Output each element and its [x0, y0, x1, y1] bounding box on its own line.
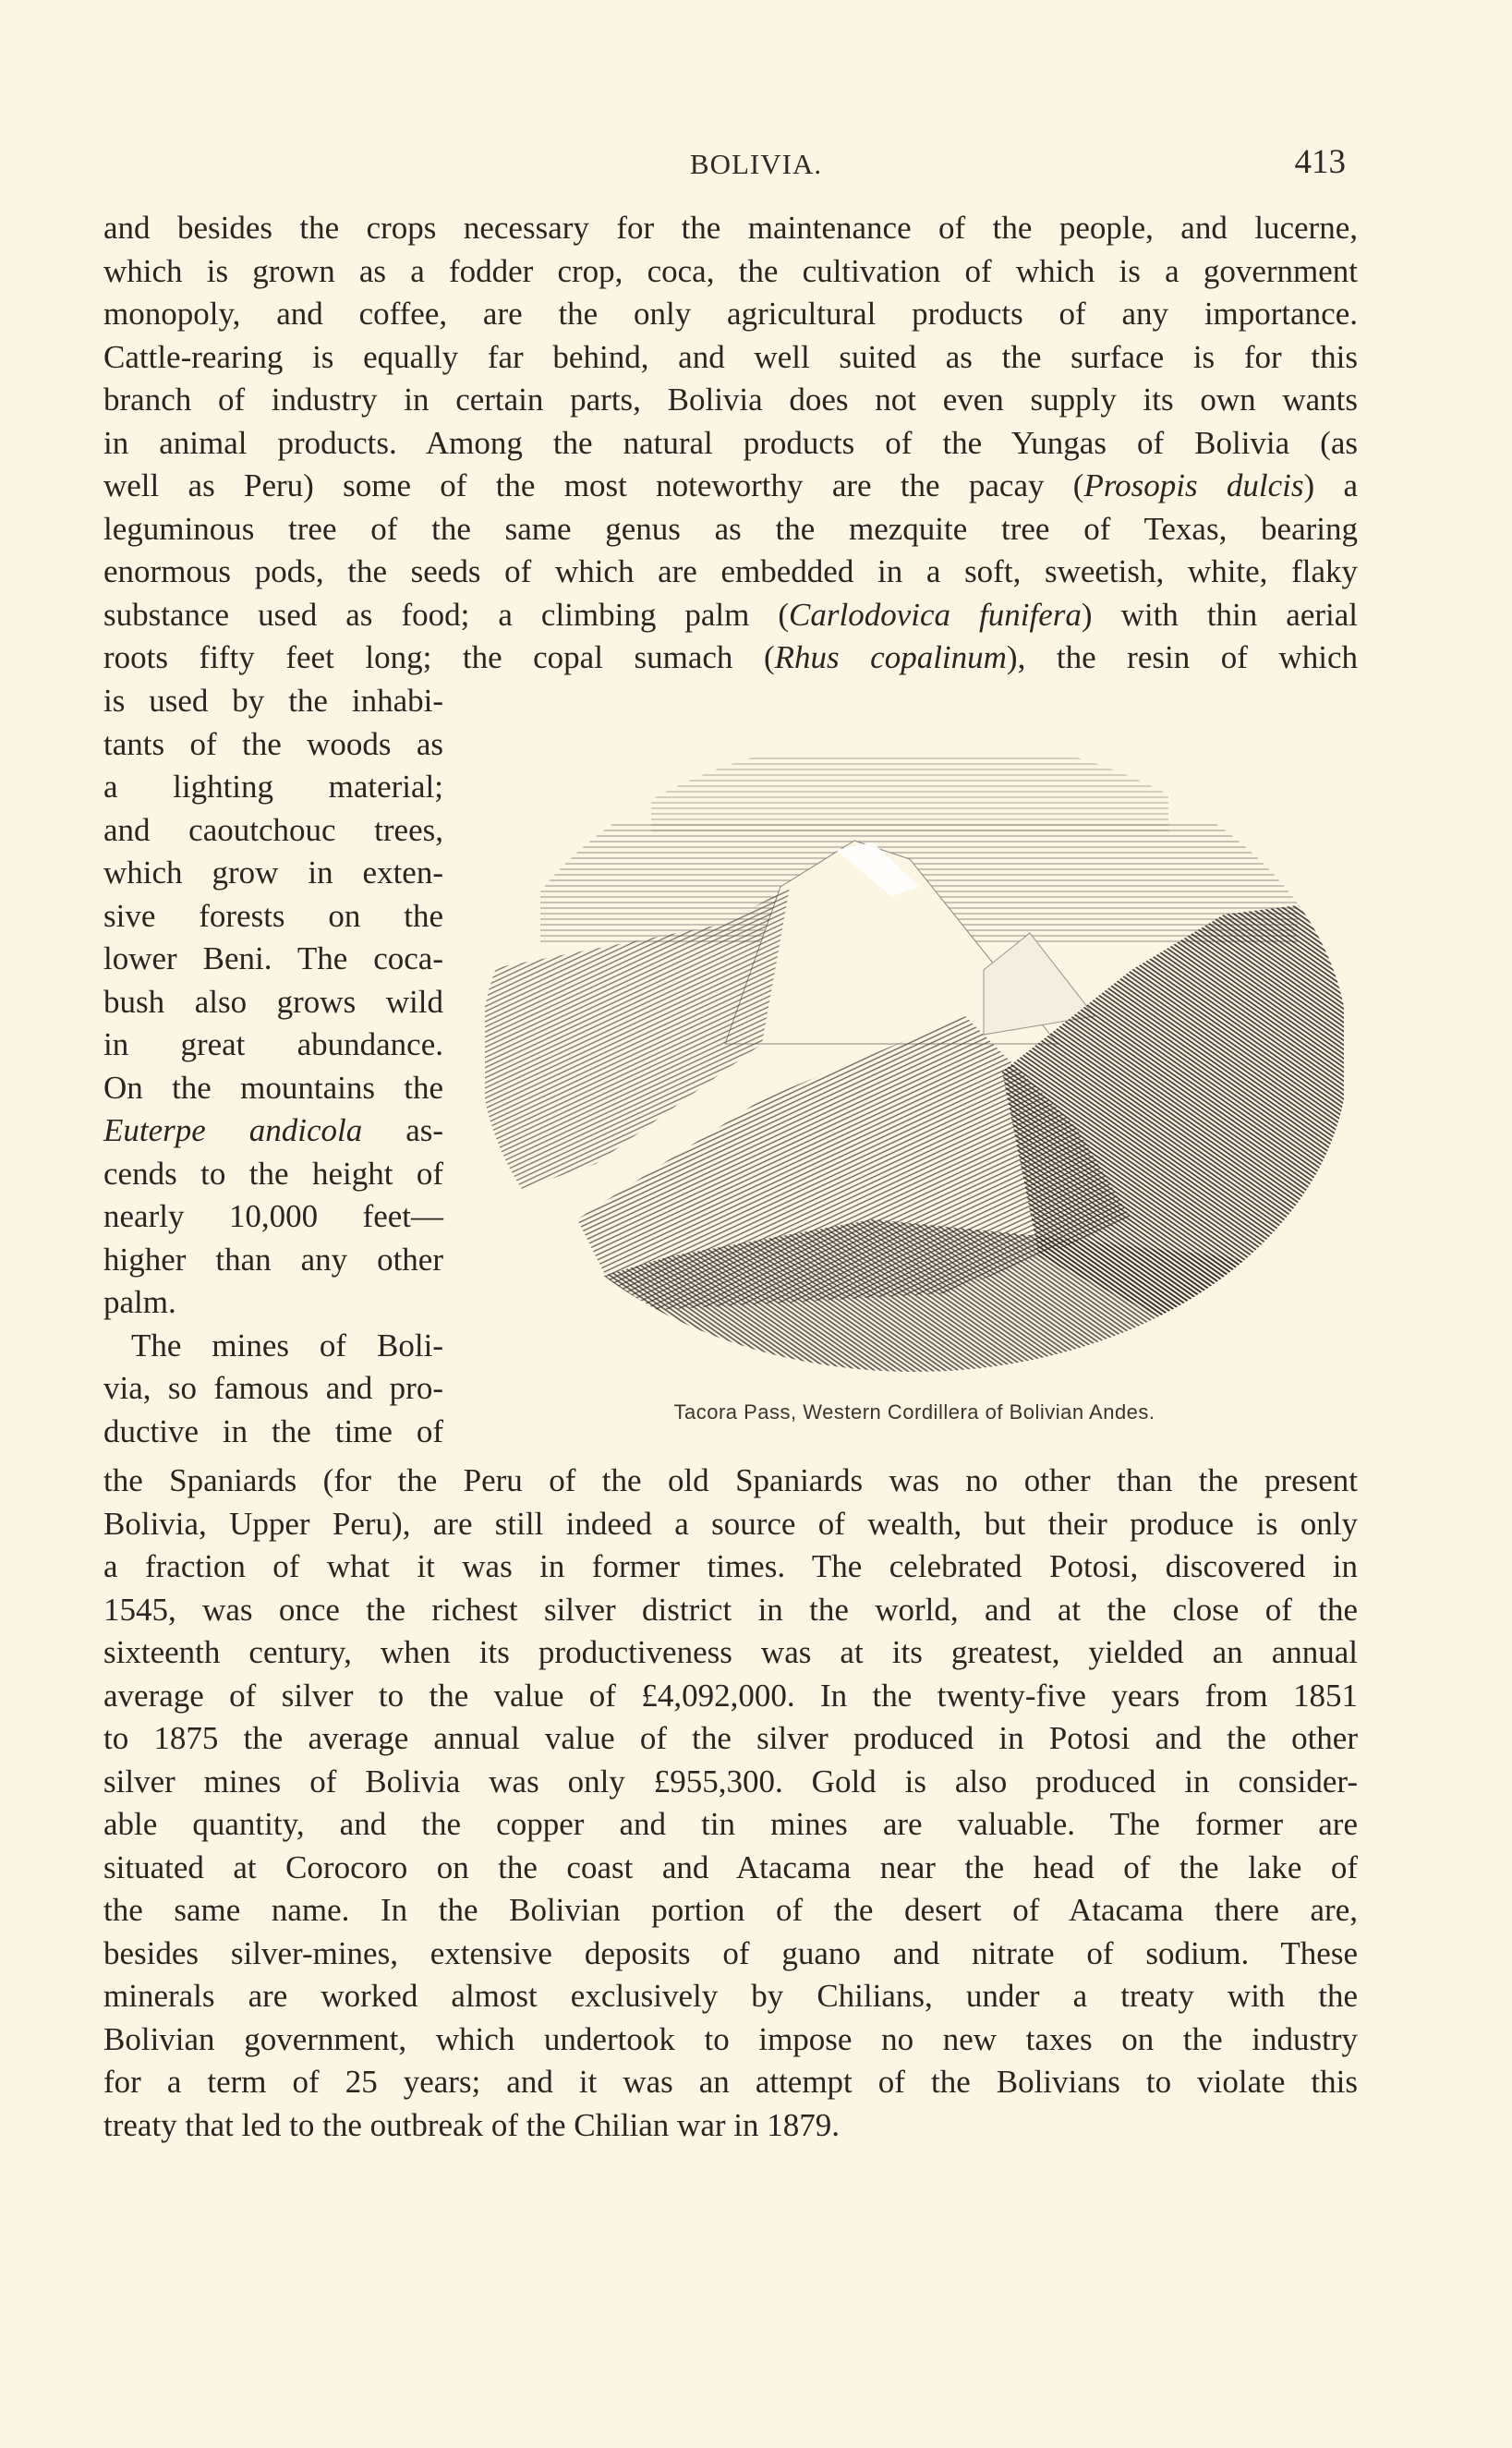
text-line	[103, 465, 1358, 508]
text-line: which grow in exten-	[103, 854, 443, 891]
text-line: 1545, was once the richest silver district in the world, and at the close of the	[103, 1591, 1358, 1628]
text-line: a lighting material;	[103, 769, 443, 805]
text-line: cends to the height of	[103, 1155, 443, 1192]
text-line: monopoly, and coffee, are the only agricultural products of any importance.	[103, 296, 1358, 332]
text-line	[103, 1109, 443, 1153]
figure-caption: Tacora Pass, Western Cordillera of Bolivian Andes.	[673, 1400, 1155, 1424]
text-line	[103, 636, 1358, 680]
side-text-column	[103, 680, 443, 1453]
text-line: via, so famous and pro-	[103, 1370, 443, 1406]
running-title: BOLIVIA.	[689, 148, 823, 180]
text-line: higher than any other	[103, 1241, 443, 1278]
text-line: lower Beni. The coca-	[103, 940, 443, 976]
text-line: and besides the crops necessary for the maintenance of the people, and lucerne,	[103, 210, 1358, 246]
body-text-bottom	[103, 1460, 1358, 2147]
text-line: Cattle-rearing is equally far behind, and well suited as the surface is for this	[103, 338, 1358, 375]
text-line: in great abundance.	[103, 1026, 443, 1062]
text-run: substance used as food; a climbing palm (	[103, 596, 790, 633]
text-line: situated at Corocoro on the coast and Atacama near the head of the lake of	[103, 1848, 1358, 1885]
text-line: the Spaniards (for the Peru of the old Spaniards was no other than the present	[103, 1462, 1358, 1498]
text-line: average of silver to the value of £4,092,000. In the twenty-five years from 1851	[103, 1677, 1358, 1714]
body-text-top	[103, 207, 1358, 680]
text-line: is used by the inhabi-	[103, 683, 443, 719]
text-line: Bolivia, Upper Peru), are still indeed a source of wealth, but their produce is only	[103, 1505, 1358, 1542]
figure	[485, 739, 1344, 1424]
text-line: in animal products. Among the natural products of the Yungas of Bolivia (as	[103, 424, 1358, 461]
text-line: palm.	[103, 1284, 176, 1320]
text-line: which is grown as a fodder crop, coca, the cultivation of which is a government	[103, 252, 1358, 289]
text-line: On the mountains the	[103, 1069, 443, 1106]
text-line: silver mines of Bolivia was only £955,300. Gold is also produced in consider-	[103, 1763, 1358, 1800]
text-line: to 1875 the average annual value of the silver produced in Potosi and the other	[103, 1720, 1358, 1756]
text-run: ) a	[1303, 467, 1358, 503]
page-number: 413	[1294, 143, 1346, 181]
text-run: ), the resin of which	[1006, 639, 1358, 675]
text-line: sixteenth century, when its productiveness was at its greatest, yielded an annual	[103, 1634, 1358, 1670]
text-line: and caoutchouc trees,	[103, 811, 443, 848]
text-line: treaty that led to the outbreak of the Chilian war in 1879.	[103, 2106, 841, 2143]
text-line: minerals are worked almost exclusively by Chilians, under a treaty with the	[103, 1978, 1358, 2014]
text-line: a fraction of what it was in former times. The celebrated Potosi, discovered in	[103, 1548, 1358, 1584]
text-line: the same name. In the Bolivian portion of the desert of Atacama there are,	[103, 1892, 1358, 1928]
text-run: roots fifty feet long; the copal sumach (	[103, 639, 775, 675]
engraved-mountain-landscape-icon	[485, 739, 1344, 1386]
text-run: well as Peru) some of the most noteworthy are the pacay (	[103, 467, 1084, 503]
scientific-name: Rhus copalinum	[774, 639, 1007, 675]
page-header	[0, 139, 1512, 194]
text-line: able quantity, and the copper and tin mines are valuable. The former are	[103, 1806, 1358, 1842]
scientific-name: Carlodovica funifera	[789, 596, 1082, 633]
text-line: for a term of 25 years; and it was an attempt of the Bolivians to violate this	[103, 2064, 1358, 2100]
scientific-name: Euterpe andicola	[103, 1112, 363, 1148]
text-line: sive forests on the	[103, 897, 443, 934]
scientific-name: Prosopis dulcis	[1083, 467, 1304, 503]
text-line: Bolivian government, which undertook to impose no new taxes on the industry	[103, 2020, 1358, 2057]
text-line: nearly 10,000 feet—	[103, 1198, 443, 1234]
text-line: besides silver-mines, extensive deposits of guano and nitrate of sodium. These	[103, 1934, 1358, 1971]
text-line: leguminous tree of the same genus as the mezquite tree of Texas, bearing	[103, 510, 1358, 547]
text-run: as-	[362, 1112, 443, 1148]
text-run: ) with thin aerial	[1081, 596, 1358, 633]
text-line: branch of industry in certain parts, Bolivia does not even supply its own wants	[103, 382, 1358, 418]
text-line: enormous pods, the seeds of which are embedded in a soft, sweetish, white, flaky	[103, 553, 1358, 589]
text-line: bush also grows wild	[103, 983, 443, 1020]
text-line	[103, 594, 1358, 637]
text-line: tants of the woods as	[103, 725, 443, 762]
text-line: The mines of Boli-	[131, 1327, 443, 1363]
text-line: ductive in the time of	[103, 1412, 443, 1449]
